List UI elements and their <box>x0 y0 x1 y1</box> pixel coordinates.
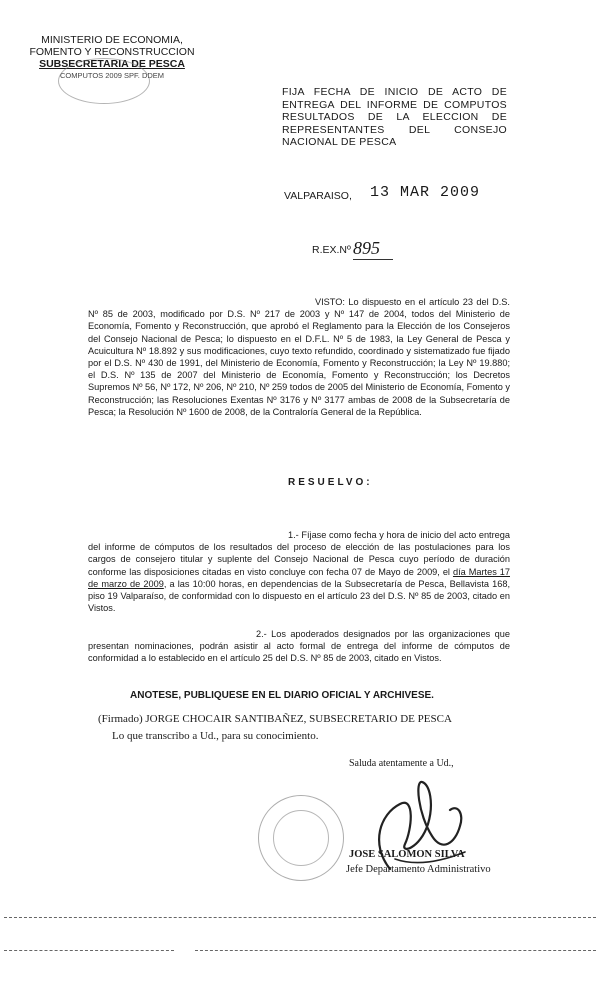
item1-text-before: 1.- Fíjase como fecha y hora de inicio del acto entrega del informe de cómputos de los resultados del proceso de elección de las postulaciones para los cargos de consejero titular y suplente del Consejo Nacional de Pesca cuyo período de duración conforme las disposiciones citadas en visto concluye con fecha 07 de Mayo de 2009, el <box>88 530 510 577</box>
resuelvo-heading: RESUELVO: <box>288 477 373 488</box>
resolution-subject: FIJA FECHA DE INICIO DE ACTO DE ENTREGA DEL INFORME DE COMPUTOS RESULTADOS DE LA ELECCION DE REPRESENTANTES DEL CONSEJO NACIONAL DE PESCA <box>282 86 507 148</box>
ministry-line2: FOMENTO Y RECONSTRUCCION <box>29 46 195 58</box>
signer-role: Jefe Departamento Administrativo <box>346 864 491 875</box>
transcription-note: Lo que transcribo a Ud., para su conocimiento. <box>112 730 319 742</box>
resolution-item-2: 2.- Los apoderados designados por las organizaciones que presentan nominaciones, podrán asistir al acto formal de entrega del informe de cómputos de conformidad a lo establecido en el artículo 25 del D.S. Nº 85 de 2003, citado en Vistos. <box>88 629 510 664</box>
resolution-item-1 <box>88 529 510 614</box>
file-reference: COMPUTOS 2009 SPF. DDEM <box>59 71 165 80</box>
date-stamp: 13 MAR 2009 <box>370 184 481 201</box>
item1-text-after: , a las 10:00 horas, en dependencias de la Subsecretaría de Pesca, Bellavista 168, piso 19 Valparaíso, de conformidad con lo dispuesto en el artículo 23 del D.S. Nº 85 de 2003, citado en Vistos. <box>88 578 510 614</box>
signed-by-line: (Firmado) JORGE CHOCAIR SANTIBAÑEZ, SUBSECRETARIO DE PESCA <box>98 713 452 725</box>
greeting: Saluda atentamente a Ud., <box>349 758 454 769</box>
closing-formula: ANOTESE, PUBLIQUESE EN EL DIARIO OFICIAL Y ARCHIVESE. <box>130 690 434 701</box>
resolution-number: 895 <box>353 238 393 260</box>
signer-name: JOSE SALOMON SILVA <box>349 849 465 860</box>
resolution-number-label: R.EX.Nº <box>312 244 351 256</box>
official-seal-inner-ring <box>273 810 329 866</box>
separator-line-right <box>195 950 596 951</box>
subsecretaria-name: SUBSECRETARIA DE PESCA <box>39 58 185 70</box>
place-label: VALPARAISO, <box>284 190 352 202</box>
separator-line-short <box>4 950 174 951</box>
item1-date-underlined: día Martes 17 de marzo de 2009 <box>88 566 510 589</box>
separator-line <box>4 917 596 918</box>
ministry-line1: MINISTERIO DE ECONOMIA, <box>41 34 183 46</box>
official-seal <box>258 795 344 881</box>
visto-paragraph: VISTO: Lo dispuesto en el artículo 23 del D.S. Nº 85 de 2003, modificado por D.S. Nº 217 de 2003 y Nº 147 de 2004, todos del Ministerio de Economía, Fomento y Reconstrucción, que aprobó el Reglamento para la Elección de los Consejeros del Consejo Nacional de Pesca; lo dispuesto en el D.F.L. Nº 5 de 1983, la Ley General de Pesca y Acuicultura Nº 18.892 y sus modificaciones, cuyo texto refundido, coordinado y sistematizado fue fijado por el D.S. Nº 430 de 1991, del Ministerio de Economía, Fomento y Reconstrucción; la Ley Nº 19.880; el D.S. Nº 135 de 2007 del Ministerio de Economía, Fomento y Reconstrucción; los Decretos Supremos Nº 56, Nº 172, Nº 206, Nº 210, Nº 259 todos de 2005 del Ministerio de Economía, Fomento y Reconstrucción; las Resoluciones Exentas Nº 3176 y Nº 3177 ambas de 2008 de la Subsecretaría de Pesca; la Resolución Nº 1600 de 2008, de la Contraloría General de la República. <box>88 297 510 417</box>
ministry-stamp <box>58 58 150 104</box>
